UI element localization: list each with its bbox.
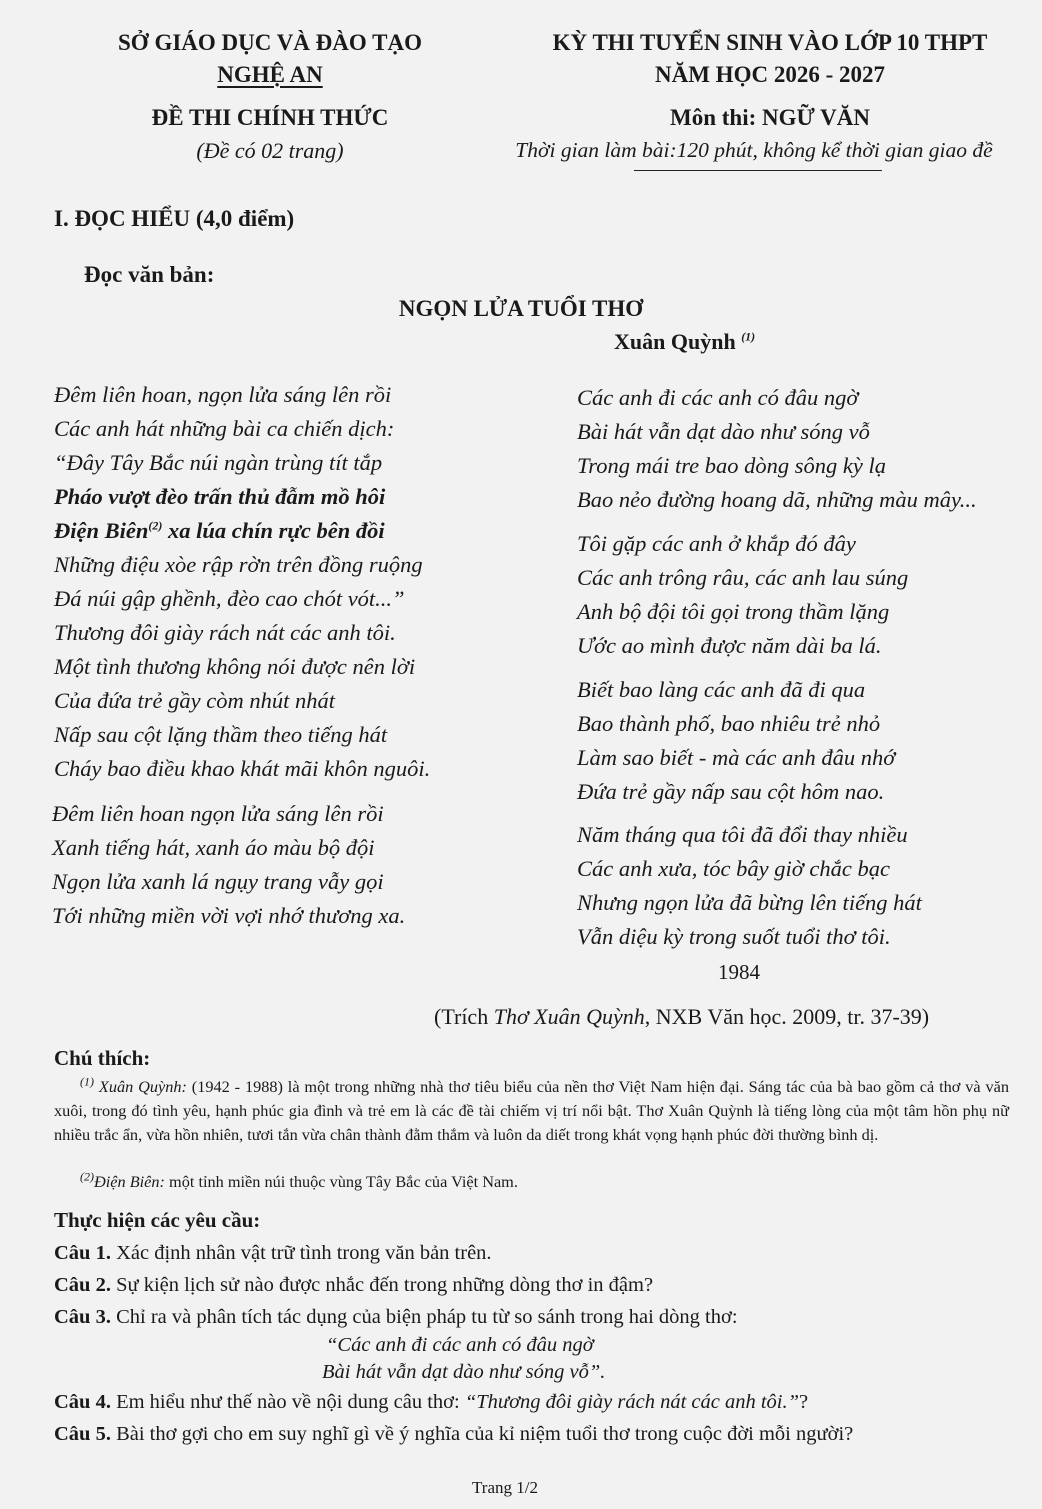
- time-note: Thời gian làm bài:120 phút, không kể thời gian giao đề: [515, 138, 993, 162]
- poem-author: Xuân Quỳnh $^{(1)}$: [614, 329, 756, 354]
- poem-line: Xanh tiếng hát, xanh áo màu bộ đội: [52, 835, 375, 860]
- question-2: Câu 2. Sự kiện lịch sử nào được nhắc đến trong những dòng thơ in đậm?: [54, 1274, 654, 1296]
- poem-title: NGỌN LỬA TUỔI THƠ: [398, 296, 644, 321]
- poem-line: Anh bộ đội tôi gọi trong thầm lặng: [577, 599, 890, 624]
- poem-right-stanza-3: [577, 673, 895, 809]
- poem-line: Vẫn diệu kỳ trong suốt tuổi thơ tôi.: [577, 924, 891, 949]
- poem-line: Đêm liên hoan, ngọn lửa sáng lên rồi: [54, 382, 392, 407]
- poem-year: 1984: [718, 960, 760, 984]
- poem-line-bold: Điện Biên$^{(2)}$ xa lúa chín rực bên đồi: [54, 518, 385, 543]
- poem-line: Của đứa trẻ gầy còm nhút nhát: [54, 688, 335, 713]
- poem-line: Bao nẻo đường hoang dã, những màu mây...: [577, 487, 977, 512]
- official-exam-label: ĐỀ THI CHÍNH THỨC: [151, 105, 389, 130]
- poem-line: Một tình thương không nói được nên lời: [54, 654, 416, 679]
- poem-line: Cháy bao điều khao khát mãi khôn nguôi.: [54, 756, 431, 781]
- tasks-title: Thực hiện các yêu cầu:: [54, 1208, 261, 1232]
- poem-line-bold: Pháo vượt đèo trấn thủ đẫm mồ hôi: [54, 484, 386, 509]
- poem-line: Biết bao làng các anh đã đi qua: [577, 677, 866, 702]
- poem-line: Các anh hát những bài ca chiến dịch:: [54, 416, 395, 441]
- department-name: SỞ GIÁO DỤC VÀ ĐÀO TẠO: [118, 30, 422, 55]
- school-year: NĂM HỌC 2026 - 2027: [655, 62, 885, 87]
- question-1: Câu 1. Xác định nhân vật trữ tình trong văn bản trên.: [54, 1242, 492, 1264]
- poem-line: Năm tháng qua tôi đã đổi thay nhiều: [577, 822, 908, 847]
- section-title: I. ĐỌC HIỂU (4,0 điểm): [54, 206, 295, 231]
- note-1: $^{(1)}$ Xuân Quỳnh: (1942 - 1988) là một trong những nhà thơ tiêu biểu của nền thơ Việt Nam hiện đại. Sáng tác của bà bao gồm cả thơ và văn xuôi, trong đó tình yêu, hạnh phúc gia đình và trẻ em là các đề tài chiếm vị trí nổi bật. Thơ Xuân Quỳnh là tiếng lòng của một tâm hồn phụ nữ nhiều trắc ẩn, vừa hồn nhiên, tươi tắn vừa chân thành đằm thắm và luôn da diết trong khát vọng hạnh phúc đời thường bình dị.: [54, 1074, 1009, 1144]
- poem-line: Làm sao biết - mà các anh đâu nhớ: [577, 745, 896, 770]
- poem-line: Tôi gặp các anh ở khắp đó đây: [577, 531, 856, 556]
- note-2: $^{(2)}$Điện Biên: một tỉnh miền núi thuộc vùng Tây Bắc của Việt Nam.: [80, 1169, 518, 1191]
- header-rule: [634, 170, 882, 171]
- poem-line: Các anh đi các anh có đâu ngờ: [577, 385, 859, 410]
- poem-line: Bài hát vẫn dạt dào như sóng vỗ: [577, 419, 870, 444]
- poem-line: Ước ao mình được năm dài ba lá.: [577, 633, 882, 658]
- question-4: Câu 4. Em hiểu như thế nào về nội dung câu thơ: “Thương đôi giày rách nát các anh tôi.”?: [54, 1391, 809, 1413]
- poem-line: Đứa trẻ gầy nấp sau cột hôm nao.: [577, 779, 885, 804]
- poem-left-stanza-1: [54, 378, 430, 786]
- poem-line: Những điệu xòe rập rờn trên đồng ruộng: [54, 552, 423, 577]
- poem-line: Nhưng ngọn lửa đã bừng lên tiếng hát: [577, 890, 922, 915]
- page-count-note: (Đề có 02 trang): [196, 138, 344, 163]
- page-number: Trang 1/2: [472, 1478, 538, 1497]
- poem-source: (Trích Thơ Xuân Quỳnh, NXB Văn học. 2009, tr. 37-39): [434, 1004, 930, 1029]
- poem-line: Các anh trông râu, các anh lau súng: [577, 565, 909, 590]
- poem-line: Ngọn lửa xanh lá ngụy trang vẫy gọi: [52, 869, 384, 894]
- poem-line: Đêm liên hoan ngọn lửa sáng lên rồi: [52, 801, 384, 826]
- province-name: NGHỆ AN: [217, 62, 323, 87]
- poem-line: “Đây Tây Bắc núi ngàn trùng tít tắp: [54, 450, 383, 475]
- question-5: Câu 5. Bài thơ gợi cho em suy nghĩ gì về ý nghĩa của kỉ niệm tuổi thơ trong cuộc đời mỗi người?: [54, 1423, 854, 1445]
- poem-line: Đá núi gập ghềnh, đèo cao chót vót...”: [54, 586, 405, 611]
- subject-title: Môn thi: NGỮ VĂN: [670, 105, 870, 130]
- exam-title: KỲ THI TUYỂN SINH VÀO LỚP 10 THPT: [552, 30, 988, 55]
- question-3-quote-line-1: “Các anh đi các anh có đâu ngờ: [326, 1334, 594, 1356]
- poem-line: Tới những miền vời vợi nhớ thương xa.: [52, 903, 406, 928]
- read-label: Đọc văn bản:: [84, 262, 215, 287]
- poem-right-stanza-1: [577, 381, 977, 517]
- notes-title: Chú thích:: [54, 1046, 151, 1070]
- poem-line: Nấp sau cột lặng thầm theo tiếng hát: [54, 722, 388, 747]
- question-3: Câu 3. Chỉ ra và phân tích tác dụng của biện pháp tu từ so sánh trong hai dòng thơ:: [54, 1306, 738, 1328]
- poem-line: Trong mái tre bao dòng sông kỳ lạ: [577, 453, 886, 478]
- poem-line: Các anh xưa, tóc bây giờ chắc bạc: [577, 856, 890, 881]
- poem-line: Bao thành phố, bao nhiêu trẻ nhỏ: [577, 711, 881, 736]
- poem-line: Thương đôi giày rách nát các anh tôi.: [54, 620, 396, 645]
- poem-right-stanza-2: [577, 527, 908, 663]
- poem-right-stanza-4: [577, 818, 922, 954]
- question-3-quote-line-2: Bài hát vẫn dạt dào như sóng vỗ”.: [322, 1361, 606, 1383]
- poem-left-stanza-2: [52, 797, 405, 933]
